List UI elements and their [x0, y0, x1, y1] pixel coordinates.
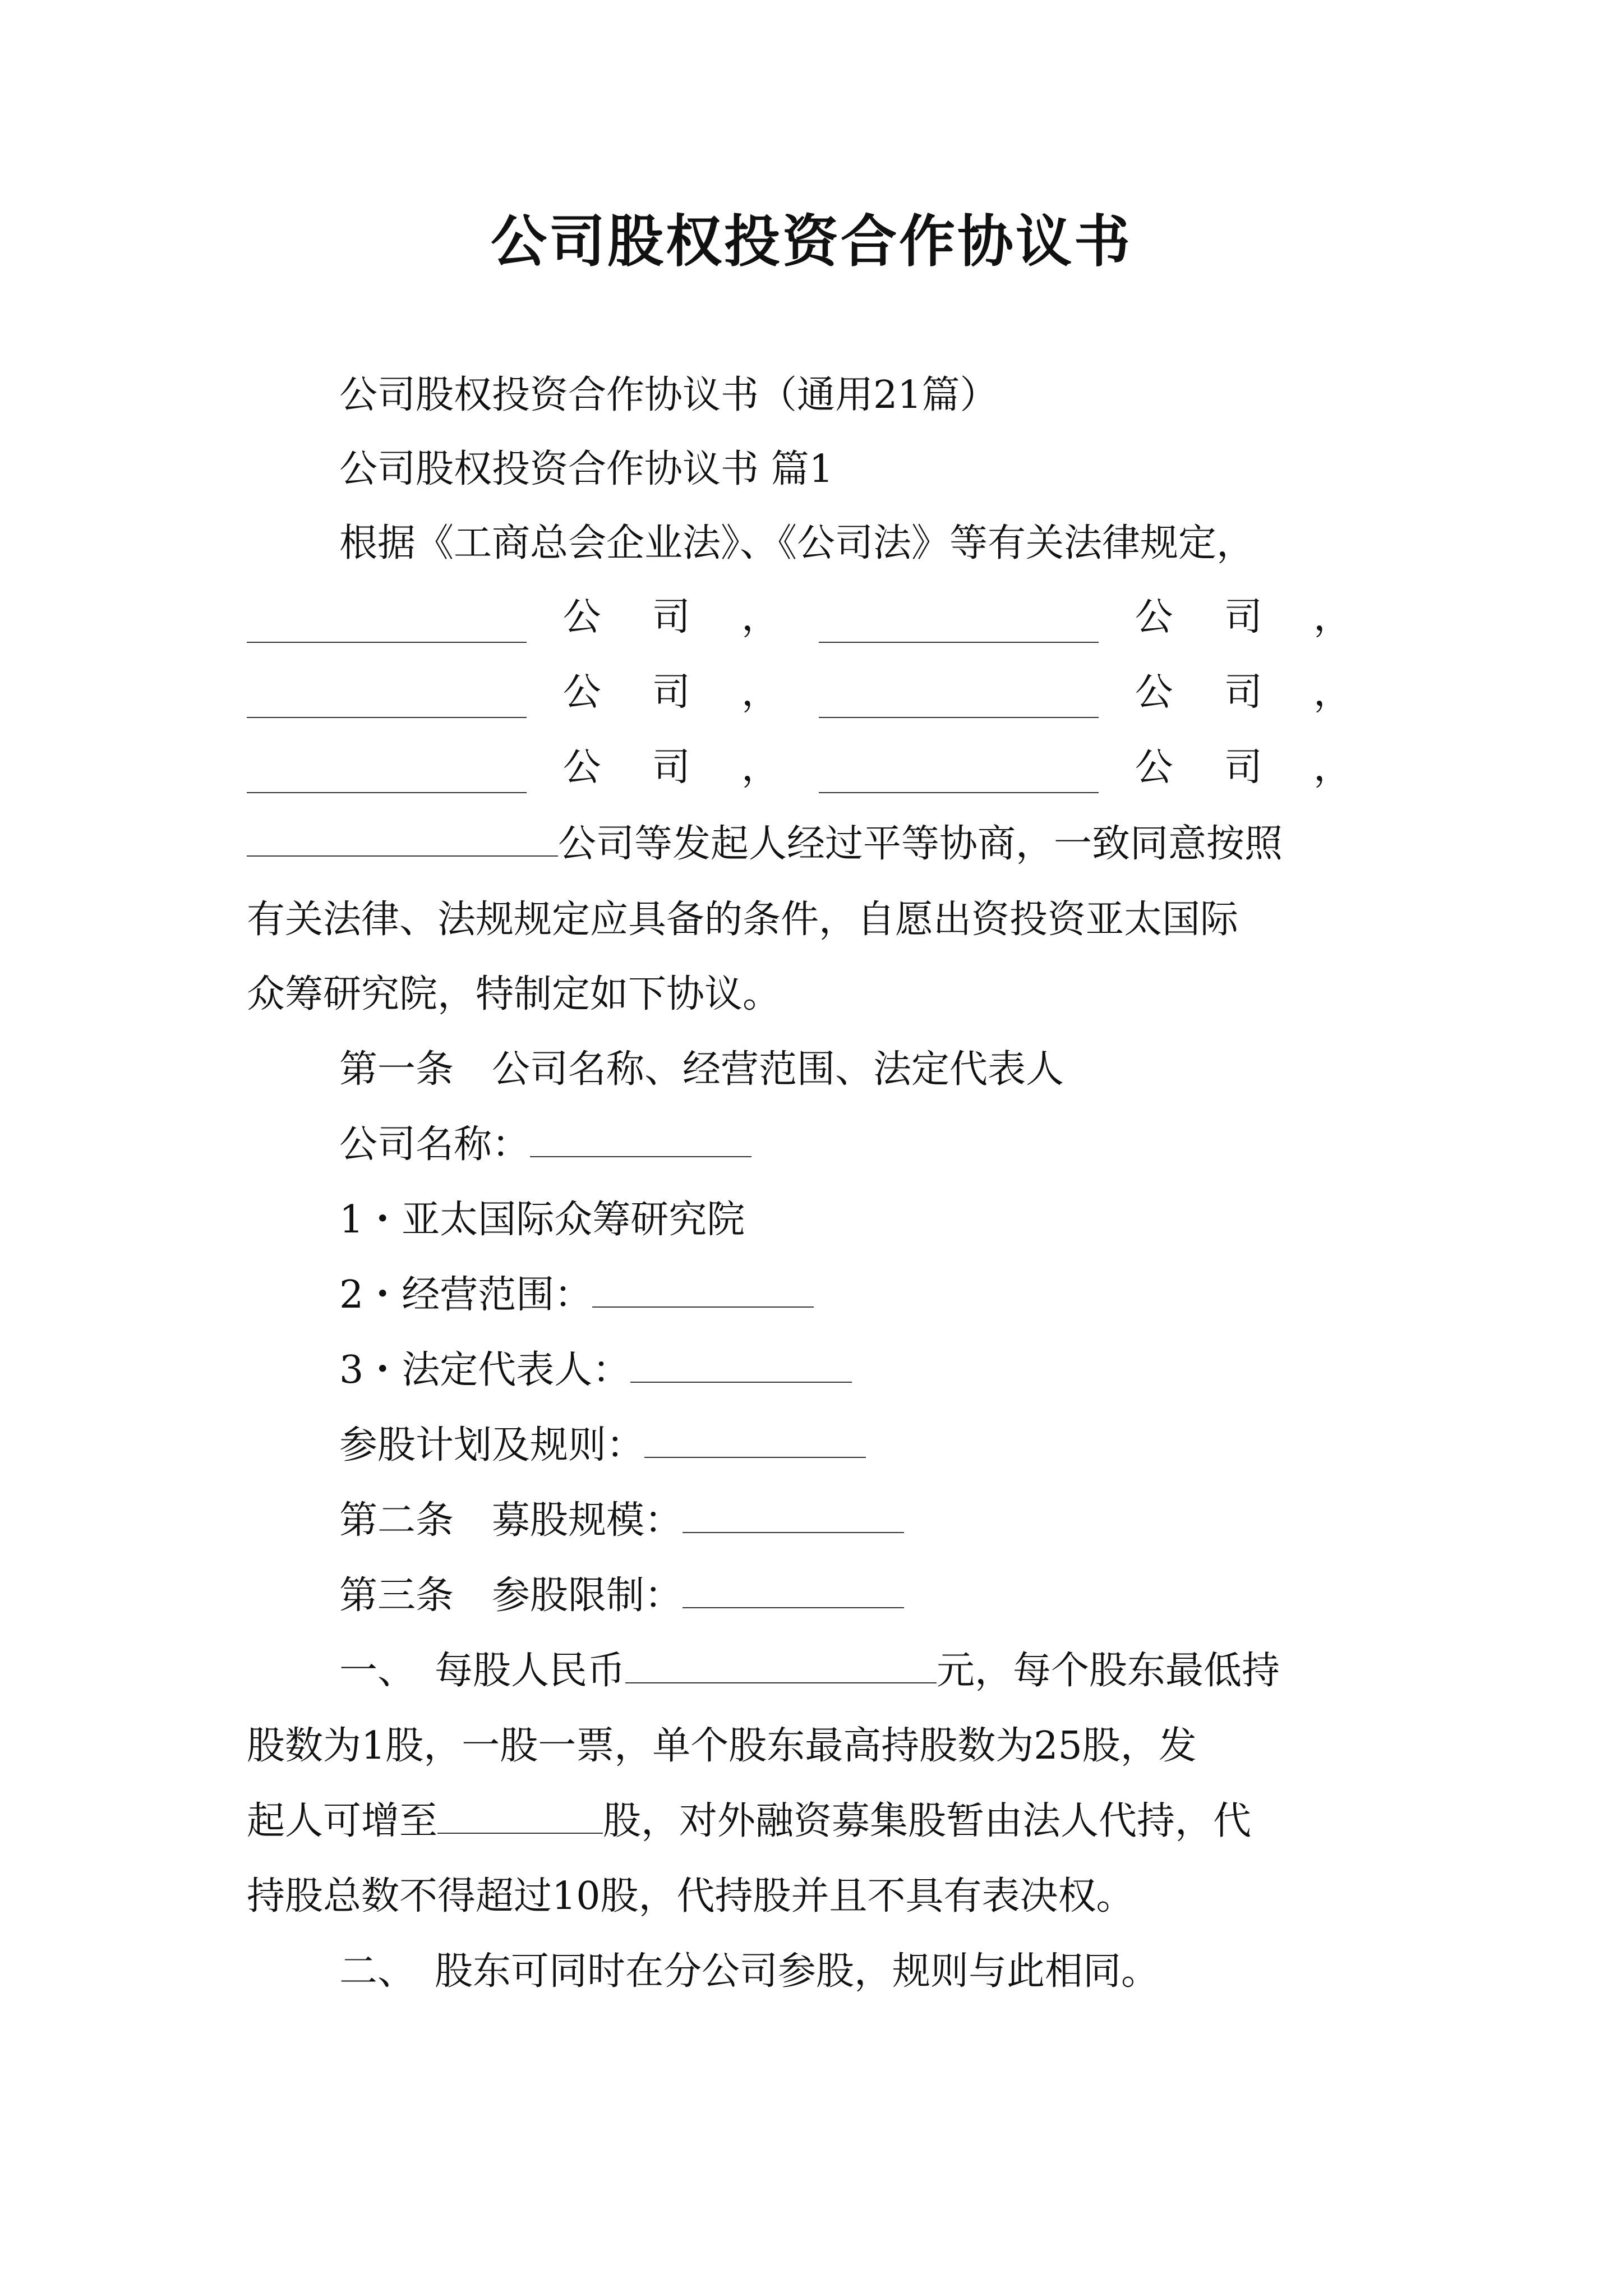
legal-rep-blank[interactable] [630, 1350, 852, 1383]
company-row-1 [247, 592, 1391, 643]
share-plan-blank[interactable] [644, 1425, 866, 1458]
article-2-label: 第二条 募股规模： [339, 1498, 683, 1543]
legal-rep-label: 3・法定代表人： [339, 1348, 631, 1392]
company-label: 公 司 ， [1135, 595, 1352, 639]
clause-1-line3: 起人可增至 股，对外融资募集股暂由法人代持，代 [247, 1799, 1252, 1843]
article-3-line [339, 1571, 904, 1621]
article-1-heading: 第一条 公司名称、经营范围、法定代表人 [339, 1047, 1064, 1092]
subtitle: 公司股权投资合作协议书（通用21篇） [339, 373, 998, 417]
share-limit-blank[interactable] [683, 1576, 904, 1608]
company-name-label: 公司名称： [339, 1122, 531, 1167]
article-3-label: 第三条 参股限制： [339, 1573, 683, 1618]
company-blank[interactable] [247, 824, 558, 857]
document-title: 公司股权投资合作协议书 [491, 208, 1132, 274]
company-label: 公 司 ， [562, 670, 780, 715]
business-scope-label: 2・经营范围： [339, 1273, 593, 1317]
article-2-line [339, 1496, 904, 1546]
company-blank[interactable] [819, 761, 1099, 793]
company-blank[interactable] [247, 685, 527, 718]
company-label: 公 司 ， [562, 746, 780, 790]
company-label: 公 司 ， [562, 595, 780, 639]
para1-line2: 有关法律、法规规定应具备的条件，自愿出资投资亚太国际 [247, 898, 1239, 942]
company-blank[interactable] [819, 610, 1099, 643]
section-heading: 公司股权投资合作协议书 篇1 [339, 447, 833, 491]
intro-line: 根据《工商总会企业法》、《公司法》等有关法律规定， [339, 521, 1255, 565]
company-blank[interactable] [247, 761, 527, 793]
business-scope-blank[interactable] [592, 1275, 814, 1308]
share-plan-label: 参股计划及规则： [339, 1423, 645, 1467]
item-2 [339, 1270, 814, 1320]
company-label: 公 司 ， [1135, 746, 1352, 790]
para1-line1: 公司等发起人经过平等协商，一致同意按照 [247, 819, 1283, 869]
item-3 [339, 1345, 852, 1396]
founder-max-shares-blank[interactable] [437, 1801, 603, 1834]
company-name-blank[interactable] [530, 1125, 751, 1157]
company-name-line [339, 1120, 751, 1170]
company-row-3 [247, 743, 1391, 793]
company-blank[interactable] [819, 685, 1099, 718]
clause-1-line2: 股数为1股，一股一票，单个股东最高持股数为25股，发 [247, 1724, 1197, 1768]
share-plan-line [339, 1420, 866, 1471]
company-label: 公 司 ， [1135, 670, 1352, 715]
clause-1-line1: 一、 每股人民币 元，每个股东最低持 [339, 1649, 1280, 1693]
clause-2: 二、 股东可同时在分公司参股，规则与此相同。 [339, 1949, 1160, 1994]
fundraising-scale-blank[interactable] [683, 1501, 904, 1533]
para1-line3: 众筹研究院，特制定如下协议。 [247, 972, 781, 1016]
clause-1-line4: 持股总数不得超过10股，代持股并且不具有表决权。 [247, 1874, 1135, 1918]
company-row-2 [247, 668, 1391, 718]
share-price-blank[interactable] [625, 1651, 937, 1683]
company-blank[interactable] [247, 610, 527, 643]
item-1: 1・亚太国际众筹研究院 [339, 1198, 745, 1242]
